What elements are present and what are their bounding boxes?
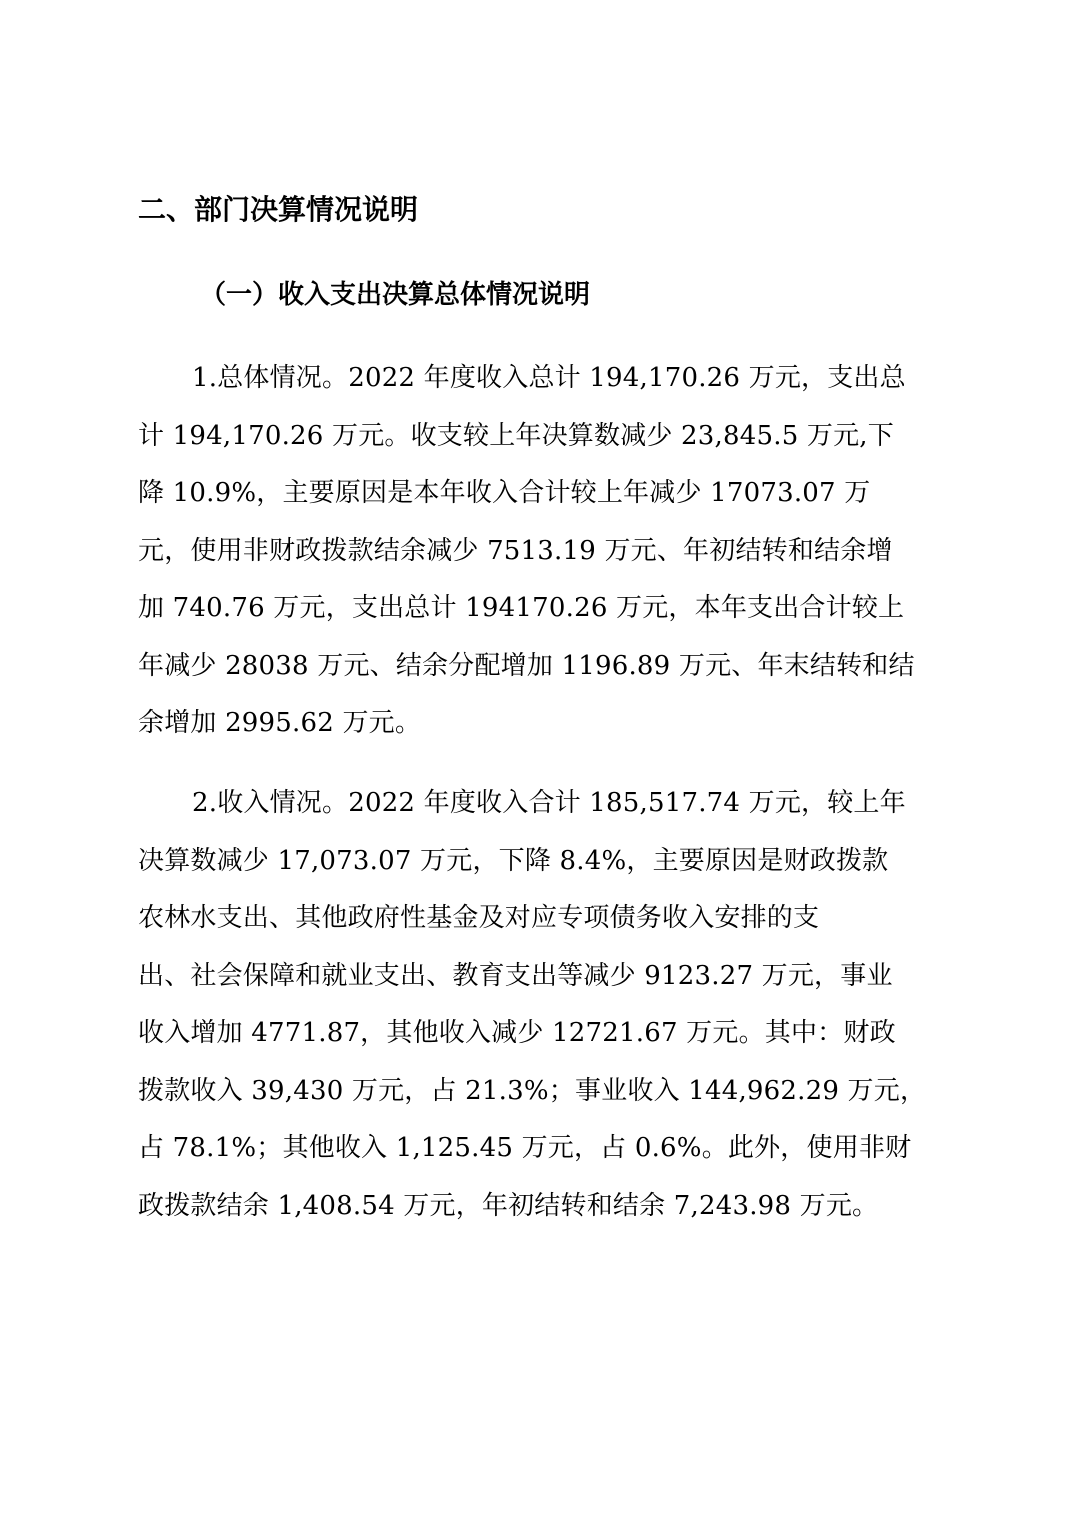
paragraph-overall [138,350,938,753]
paragraph-line: 出、社会保障和就业支出、教育支出等减少 9123.27 万元，事业 [138,960,893,991]
paragraph-line: 计 194,170.26 万元。收支较上年决算数减少 23,845.5 万元,下 [138,420,894,451]
paragraph-line: 占 78.1%；其他收入 1,125.45 万元，占 0.6%。此外，使用非财 [138,1133,912,1163]
paragraph-line: 决算数减少 17,073.07 万元，下降 8.4%，主要原因是财政拨款 [138,845,889,876]
paragraph-line: 余增加 2995.62 万元。 [138,708,422,738]
paragraph-line: 拨款收入 39,430 万元，占 21.3%；事业收入 144,962.29 万元， [138,1075,927,1106]
paragraph-line: 降 10.9%，主要原因是本年收入合计较上年减少 17073.07 万 [138,478,871,508]
paragraph-income [138,775,938,1235]
paragraph-line: 政拨款结余 1,408.54 万元，年初结转和结余 7,243.98 万元。 [138,1190,879,1221]
section-heading: 二、部门决算情况说明 [138,193,419,226]
paragraph-line: 年减少 28038 万元、结余分配增加 1196.89 万元、年末结转和结 [138,650,915,681]
sub-heading: （一）收入支出决算总体情况说明 [200,280,591,310]
paragraph-line: 1.总体情况。2022 年度收入总计 194,170.26 万元，支出总 [192,363,906,393]
paragraph-line: 元，使用非财政拨款结余减少 7513.19 万元、年初结转和结余增 [138,535,893,566]
paragraph-line: 农林水支出、其他政府性基金及对应专项债务收入安排的支 [138,903,820,933]
paragraph-line: 2.收入情况。2022 年度收入合计 185,517.74 万元，较上年 [192,788,906,818]
paragraph-line: 加 740.76 万元，支出总计 194170.26 万元，本年支出合计较上 [138,593,905,623]
paragraph-line: 收入增加 4771.87，其他收入减少 12721.67 万元。其中：财政 [138,1018,896,1048]
